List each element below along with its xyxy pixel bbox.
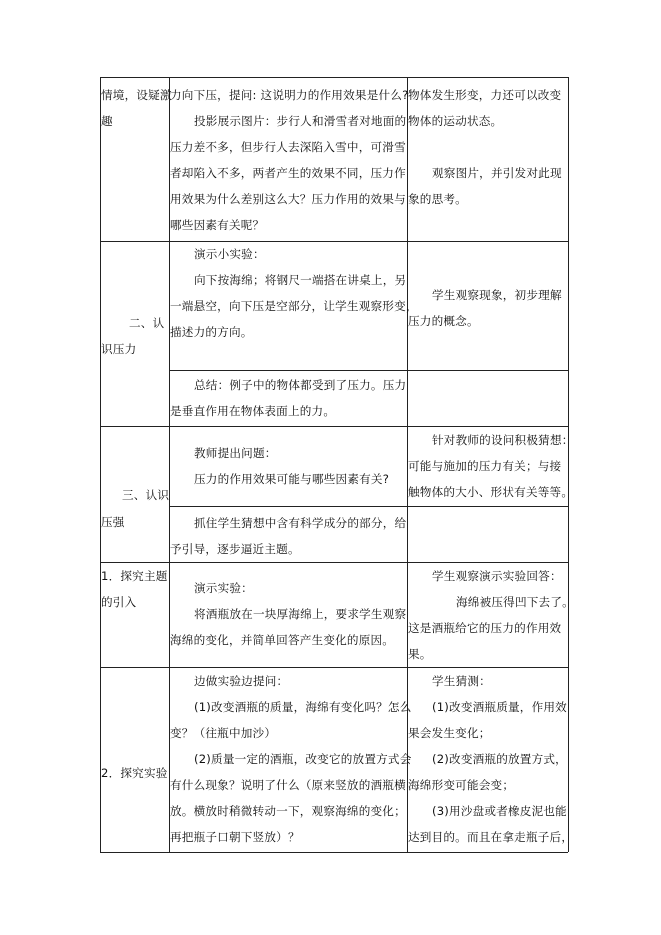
table-border-bottom bbox=[100, 852, 568, 853]
row6-col2 bbox=[170, 668, 412, 850]
text-line: 情境，设疑激 bbox=[101, 88, 172, 102]
row4-col3 bbox=[408, 427, 574, 505]
row1-col3 bbox=[408, 82, 562, 212]
text-line: 放。横放时稍微转动一下，观察海绵的变化； bbox=[170, 804, 406, 818]
table-border-left bbox=[100, 77, 101, 852]
text-line: 是垂直作用在物体表面上的力。 bbox=[170, 404, 336, 418]
text-line bbox=[408, 134, 562, 160]
text-line: 观察图片，并引发对此现 bbox=[432, 166, 562, 180]
text-line: (1)改变酒瓶质量，作用效 bbox=[432, 700, 567, 714]
text-line: 将酒瓶放在一块厚海绵上，要求学生观察 bbox=[194, 607, 407, 621]
row5-col3 bbox=[408, 563, 574, 667]
text-line: 压强 bbox=[101, 515, 125, 529]
text-line: 压力差不多，但步行人去深陷入雪中，可滑雪 bbox=[170, 140, 406, 154]
text-line: 三、认识 bbox=[122, 488, 170, 502]
row5-col1 bbox=[101, 563, 168, 615]
row1-col2 bbox=[170, 82, 408, 238]
text-line: 针对教师的设问积极猜想： bbox=[432, 433, 574, 447]
text-line: 海绵被压得凹下去了。 bbox=[456, 595, 574, 609]
text-line: 者却陷入不多，两者产生的效果不同，压力作 bbox=[170, 166, 406, 180]
row5-col2 bbox=[170, 575, 406, 653]
text-line: 学生猜测： bbox=[432, 674, 491, 688]
text-line: (2)质量一定的酒瓶，改变它的放置方式会 bbox=[194, 752, 412, 766]
text-line: 一端悬空，向下压是空部分，让学生观察形变， bbox=[170, 299, 418, 313]
text-line: 学生观察演示实验回答： bbox=[432, 569, 562, 583]
row2-col2 bbox=[170, 241, 418, 345]
row4b-col2 bbox=[170, 510, 406, 562]
row4-col1-heading bbox=[122, 482, 169, 508]
text-line: 边做实验边提问： bbox=[194, 674, 289, 688]
text-line: 抓住学生猜想中含有科学成分的部分，给 bbox=[194, 516, 407, 530]
text-line: 识压力 bbox=[101, 342, 137, 356]
row2-col1-heading-cont bbox=[101, 336, 136, 362]
text-line: 1．探究主题 bbox=[101, 569, 168, 583]
text-line: 可能与施加的压力有关；与接 bbox=[408, 459, 562, 473]
row3-col2 bbox=[170, 372, 406, 424]
text-line: 触物体的大小、形状有关等等。 bbox=[408, 485, 574, 499]
text-line: 这是酒瓶给它的压力的作用效 bbox=[408, 621, 562, 635]
row4-col2 bbox=[170, 440, 389, 492]
text-line: 教师提出问题： bbox=[194, 446, 277, 460]
text-line: 物体发生形变，力还可以改变 bbox=[408, 88, 562, 102]
text-line: 予引导，逐步逼近主题。 bbox=[170, 542, 300, 556]
row6-col1 bbox=[101, 760, 168, 786]
text-line: 的引入 bbox=[101, 595, 137, 609]
text-line: 物体的运动状态。 bbox=[408, 114, 503, 128]
table-border-top bbox=[100, 77, 568, 78]
text-line: 压力的概念。 bbox=[408, 314, 479, 328]
text-line: 二、认 bbox=[129, 316, 165, 330]
row2-col1-heading bbox=[129, 310, 164, 336]
text-line: 用效果为什么差别这么大？压力作用的效果与 bbox=[170, 192, 406, 206]
text-line: 海绵形变可能会变； bbox=[408, 778, 515, 792]
text-line: 2．探究实验 bbox=[101, 766, 168, 780]
text-line: 哪些因素有关呢？ bbox=[170, 218, 265, 232]
text-line: 象的思考。 bbox=[408, 192, 467, 206]
text-line: 达到目的。而且在拿走瓶子后， bbox=[408, 830, 574, 844]
text-line: 演示小实验： bbox=[194, 247, 265, 261]
text-line: 果。 bbox=[408, 647, 432, 661]
row-divider bbox=[169, 370, 568, 371]
text-line: 变？（往瓶中加沙） bbox=[170, 726, 277, 740]
row2-col3 bbox=[408, 282, 562, 334]
text-line: 学生观察现象，初步理解 bbox=[432, 288, 562, 302]
row6-col3 bbox=[408, 668, 573, 850]
text-line: 投影展示图片：步行人和滑雪者对地面的 bbox=[194, 114, 407, 128]
text-line: 力向下压，提问: 这说明力的作用效果是什么? bbox=[170, 88, 409, 102]
text-line: 演示实验： bbox=[194, 581, 253, 595]
text-line: (3)用沙盘或者橡皮泥也能 bbox=[432, 804, 567, 818]
row-divider bbox=[169, 506, 568, 507]
text-line: (1)改变酒瓶的质量，海绵有变化吗？怎么 bbox=[194, 700, 412, 714]
text-line: 再把瓶子口朝下竖放）？ bbox=[170, 830, 300, 844]
row4-col1-heading-cont bbox=[101, 509, 125, 535]
text-line: 有什么现象？说明了什么（原来竖放的酒瓶横 bbox=[170, 778, 406, 792]
text-line: (2)改变酒瓶的放置方式， bbox=[432, 752, 567, 766]
text-line: 果会发生变化； bbox=[408, 726, 491, 740]
row1-col1 bbox=[101, 82, 172, 134]
text-line: 趣 bbox=[101, 114, 113, 128]
text-line: 总结：例子中的物体都受到了压力。压力 bbox=[194, 378, 407, 392]
text-line: 向下按海绵；将钢尺一端搭在讲桌上，另 bbox=[194, 273, 407, 287]
text-line: 压力的作用效果可能与哪些因素有关? bbox=[194, 472, 390, 486]
text-line: 海绵的变化，并简单回答产生变化的原因。 bbox=[170, 633, 395, 647]
text-line: 描述力的方向。 bbox=[170, 325, 253, 339]
